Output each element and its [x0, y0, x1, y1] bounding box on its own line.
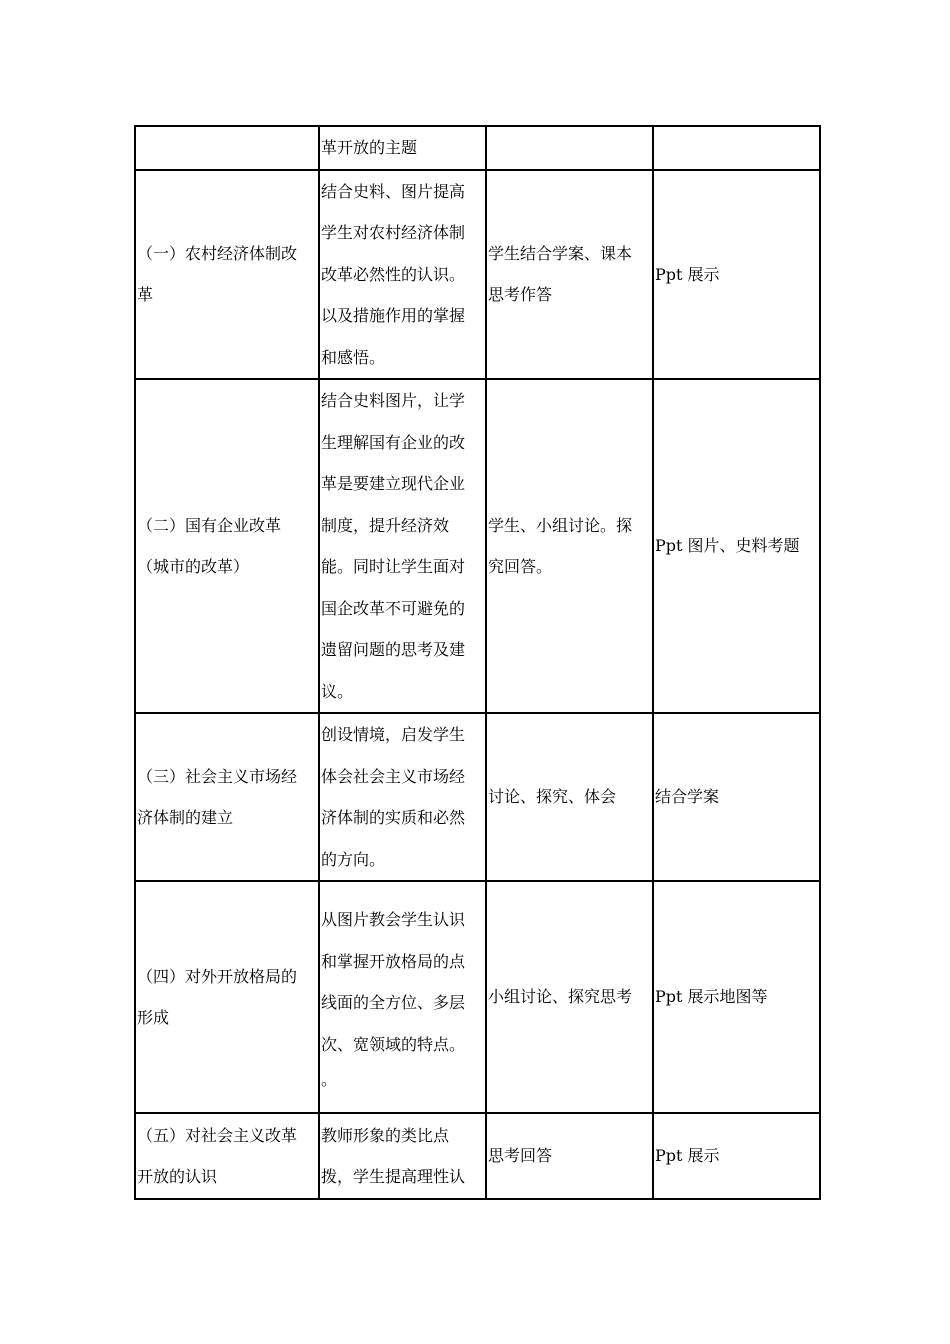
cell-line: 次、宽领域的特点。	[321, 1034, 466, 1054]
cell-line: 创设情境，启发学生	[321, 725, 466, 744]
cell-line: 学生结合学案、课本	[488, 243, 633, 263]
cell-line: 形成	[137, 1008, 170, 1027]
cell-line: 从图片教会学生认识	[321, 910, 466, 929]
cell-line: 革	[137, 285, 154, 305]
cell-line: 究回答。	[488, 557, 553, 576]
cell-line: 讨论、探究、体会	[488, 787, 617, 807]
student-activity-cell	[486, 379, 653, 713]
topic-cell	[135, 379, 319, 713]
cell-line: Ppt 展示	[655, 264, 720, 284]
cell-line: 学生对农村经济体制	[321, 223, 466, 242]
cell-line: 体会社会主义市场经	[321, 766, 466, 786]
student-activity-cell	[486, 1113, 653, 1199]
cell-line: 教师形象的类比点	[321, 1125, 450, 1145]
cell-line: Ppt 展示地图等	[655, 987, 768, 1007]
table-row	[135, 379, 820, 713]
student-activity-cell	[486, 713, 653, 881]
cell-line: 。	[321, 1070, 338, 1089]
cell-line: 国企改革不可避免的	[321, 598, 466, 618]
method-cell	[653, 1113, 820, 1199]
method-cell	[653, 170, 820, 380]
table-row	[135, 881, 820, 1113]
cell-line: 结合史料图片，让学	[321, 391, 466, 410]
cell-line: 思考回答	[488, 1146, 553, 1166]
goal-cell	[319, 170, 486, 380]
cell-line: （一）农村经济体制改	[137, 243, 298, 263]
cell-line: 思考作答	[488, 285, 553, 305]
student-activity-cell	[486, 170, 653, 380]
cell-line: 改革必然性的认识。	[321, 264, 466, 284]
cell-line: （二）国有企业改革	[137, 515, 282, 535]
cell-line: 济体制的建立	[137, 808, 234, 827]
cell-line: 遗留问题的思考及建	[321, 640, 466, 659]
cell-line: 生理解国有企业的改	[321, 432, 466, 452]
cell-line: 小组讨论、探究思考	[488, 987, 633, 1007]
cell-line: 的方向。	[321, 849, 386, 869]
cell-line: （五）对社会主义改革	[137, 1125, 298, 1145]
lesson-plan-table	[134, 125, 821, 1200]
cell-line: 济体制的实质和必然	[321, 808, 466, 827]
student-activity-cell	[486, 126, 653, 170]
cell-line: 线面的全方位、多层	[321, 993, 466, 1012]
goal-cell	[319, 881, 486, 1113]
table-row	[135, 1113, 820, 1199]
method-cell	[653, 379, 820, 713]
method-cell	[653, 881, 820, 1113]
cell-line: 革开放的主题	[321, 138, 418, 157]
cell-line: 结合史料、图片提高	[321, 181, 466, 201]
method-cell	[653, 126, 820, 170]
cell-line: 制度，提升经济效	[321, 515, 450, 535]
goal-cell	[319, 713, 486, 881]
topic-cell	[135, 170, 319, 380]
table-row	[135, 713, 820, 881]
goal-cell	[319, 126, 486, 170]
cell-line: 以及措施作用的掌握	[321, 306, 466, 325]
topic-cell	[135, 1113, 319, 1199]
goal-cell	[319, 1113, 486, 1199]
cell-line: 和感悟。	[321, 347, 386, 367]
cell-line: （四）对外开放格局的	[137, 966, 298, 986]
topic-cell	[135, 126, 319, 170]
cell-line: Ppt 展示	[655, 1146, 720, 1166]
cell-line: 议。	[321, 681, 354, 701]
cell-line: （三）社会主义市场经	[137, 766, 298, 786]
table-row	[135, 170, 820, 380]
cell-line: 拨，学生提高理性认	[321, 1167, 466, 1186]
cell-line: 和掌握开放格局的点	[321, 951, 466, 971]
cell-line: Ppt 图片、史料考题	[655, 536, 800, 556]
method-cell	[653, 713, 820, 881]
cell-line: （城市的改革）	[137, 557, 250, 576]
cell-line: 开放的认识	[137, 1167, 218, 1186]
topic-cell	[135, 713, 319, 881]
cell-line: 结合学案	[655, 787, 720, 807]
goal-cell	[319, 379, 486, 713]
cell-line: 学生、小组讨论。探	[488, 515, 633, 535]
student-activity-cell	[486, 881, 653, 1113]
topic-cell	[135, 881, 319, 1113]
table-row	[135, 126, 820, 170]
cell-line: 能。同时让学生面对	[321, 557, 466, 576]
cell-line: 革是要建立现代企业	[321, 474, 466, 493]
